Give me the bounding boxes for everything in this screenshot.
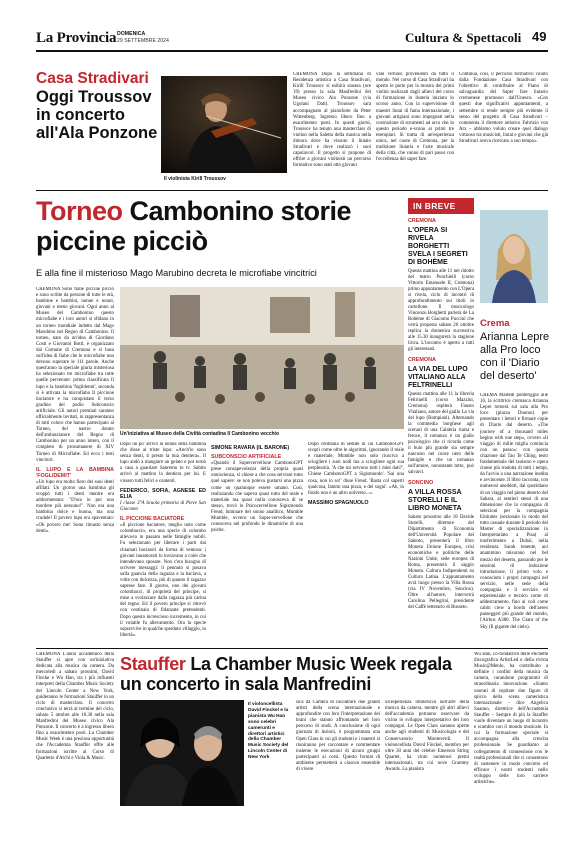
musicians-photo-caption: Il violoncellista David Finckel e la pianista Wu Han sono celebri camerunti e direttori artistici della Chamber Music Society del Lincoln Center di New York	[248, 702, 289, 761]
story1-continuation: Dopo un po' arrivò la nonna della bambina che disse al triste lupo: «Anch'io sono senza denti, ti presto la mia dentiera». Il lupo andò a mangiare un gelato e poi tornò a casa a guardare Sanremo in tv. Subito arrivò al mattino la dentiera per lui. E vissero tutti felici e contenti.	[120, 442, 206, 484]
story1-title: IL LUPO E LA BAMBINA 'FOGLIDEMIT'	[36, 466, 114, 479]
museum-photo-caption: Un'iniziativa al Museo della Civiltà contadina Il Cambonino vecchio	[120, 431, 279, 437]
torneo-headline-title: Cambonino storie piccine picciò	[36, 196, 352, 256]
torneo-col2	[120, 442, 206, 637]
page-number: 49	[532, 29, 547, 44]
brief-1-title: L'OPERA SI RIVELA BORGHETTI SVELA I SEGRETI DI BOHÈME	[408, 227, 468, 266]
brief-1-place: CREMONA	[408, 218, 436, 224]
story1-text: «Un lupo era molto fiero dei suoi denti affilati. Un giorno una bambina gli scoppò tutti i denti mentre era addormentato: "D'ora in poi non mordere più nessuno!". Non era una bambina dolce e buona, ma una crudele! Il povero lupo era spaventato: «Oh povero me! Sono rimasto senza denti».	[36, 479, 114, 534]
stauffer-rule	[36, 648, 548, 649]
section-title: Cultura & Spettacoli	[405, 30, 522, 45]
story3-text-a: «Quando il Supercervellone CambonoGPT prese consapevolezza della propria quasi onniscienza, si chiese a che cosa servisse tutto quel sapere: se non poteva gustarsi una pizza come un qualunque essere umano. Così, realizzando che sapeva quasi tutto del reale e materiale ma quasi nulla conosceva di se stesso, trovò lo Psicocervellone Sigismondo Freud, luminare del sonno analitico, Mumble Mumble, ovvero un Super-cervellone che conosceva nel profondo le dinamiche di una psiche.	[211, 461, 303, 534]
story1-author: FEDERICO, SOFIA, AGNESE ED ELIA	[120, 487, 206, 500]
lepre-text: CREMA Martedì pomeriggio alle 16, la scrittrice cremasca Arianna Lepre tornerà sui sala alla Pro loco (piazza Duomo) per presentare i lettori e firmare copie di Diario dal deserto. «The journey of a thousand miles begins with one step», ovvero «Il viaggio di mille miglia comincia con un passo»: con questa citazione dal Tao Te Ching, testo fondamentale del taoismo e opera cinese più tradotta di tutti i tempi, da l'avvio a una narrazione inedita e avvincente. Il libro racconta, con numerosi aneddoti, dal quotidiano di un viaggio nel pieno deserto del Sahara, ai sentieri stessi di una dimensione che la compagnia di selezioni per la compagnia Emirates (sezionale in modo del tutto casuale durante il periodo del Master di specializzazione in Interpretariato a Pisa) al trasferimento a Dubai, nella residenza Sarah tenente, ani anammino misurano nel bel mezzo del deserto, passando per le sessioni di induzione introduzione, il primo volo e conosciuto i propri compagni nel servizio, nelle sede della compagnia e il servizio ed esperienziale e tecnico come di addestramento, fino ai voli come cabin crew a bordo dell'aereo passeggeri più grande del mondo, l'Airbus A380. The Giant of the Sky (Il gigante del cielo).	[480, 393, 548, 630]
story1-author-note: I classe 3°A Scuola primaria di Pieve San Giacomo	[120, 500, 206, 512]
masthead	[36, 28, 548, 48]
torneo-deck: E alla fine il misterioso Mago Marubino decreta le microfiabe vincitrici	[36, 268, 317, 278]
stradivari-headline: Oggi Troussov in concerto all'Ala Ponzone	[36, 88, 158, 142]
brief-3-place: SONCINO	[408, 480, 434, 486]
musicians-photo	[120, 700, 244, 806]
story2-text: «Il piccione baciatore, meglio noto come colombaccio, era una specie di colombo alleva-to in passato nelle famiglie nobili. Fu selezionato per liberare i parti dai chiamati baciatori da forma di ventosa: i giovani innamorati lo inviavano a colei che intendevano sposare. Non c'era bisogno di scrivere messaggi: il pennuto si posava sulla guancia della ragazza e la baciava, a volte con dolcezza, più di quanto il ragazzo sapesse fare. Il giorno, uno dei giovani colombacci, di proprietà del principe, si mise a svolazzare dalla ragazza più carina del regno. Ed il povero principe si ritrovò con centinaia di fidanzate pretendenti. Dopo questo increscioso incremento, in cui il volatile fu allevamento. Ora la specie sopravvive in qualche sperduto villaggio, in libertà».	[120, 523, 206, 637]
issue-date: 29 SETTEMBRE 2024	[117, 38, 169, 44]
brief-3-title: A VILLA ROSSA STORELLI E IL LIBRO MONETA	[408, 489, 462, 512]
torneo-headline	[36, 196, 404, 256]
torneo-col4	[308, 442, 404, 637]
briefs-header: IN BREVE	[408, 198, 474, 214]
author-portrait	[480, 210, 548, 303]
stauffer-col2: sica da Camera di incontrare due grandi artisti della scena internazionale e approfondire con loro l'interpretazione dei brani che stanno affrontando nel loro percorso di studi. A conclusione di ogni giornata di lezioni, è programmata una Open Class in cui gli studenti e i maestri si riuniranno per raccontare e commentare insieme le esecuzioni di alcuni gruppi partecipanti ai corsi. Questo format di ambiente permetterà a ciascun ensemble di vivere	[296, 700, 380, 773]
musicians-image	[120, 700, 244, 806]
stradivari-col3: Continua, così, il percorso formativo voluto dalla Fondazione Casa Stradivari con l'obiettivo di contribuire al Piano di salvaguardia del Saper fare liutario cremonese promosso dall'Unesco. «Con questi due significativi appuntamenti, a settembre si rende sempre più evidente il senso del progetto di Casa Stradivari – commenta il direttore artistico Fabrizio von Arx – abbiamo voluto creare quel dialogo virtuoso tra musicisti, liutai e giovani che già Stradivari aveva ricercato a suo tempo».	[459, 72, 548, 145]
museum-photo	[120, 287, 404, 429]
violinist-photo-caption: Il violinista Kirill Troussov	[164, 176, 226, 182]
story2-author: SIMONE RAVARA (IL BARONE)	[211, 445, 290, 451]
brief-item-1	[408, 218, 474, 353]
stradivari-kicker: Casa Stradivari	[36, 70, 149, 87]
stauffer-col1: CREMONA L'anno accademico della Stauffer si apre con un'iniziativa dedicata alla musica da camera. Da mercoledì a sabato prossimi, David Fincke e Wu Han, tra i più influenti interpreti della Chamber Music Society del Lincoln Center a New York, guideranno le formazioni Stauffer in un ciclo di masterclass. Il concerto conclusivo si terrà al termine del ciclo, sabato 5 ottobre alle 18.30 nella sala Manfredini del Museo civico Ala Ponzone. Il concerto è a ingresso libero fino a esaurimento posti. La Chamber Music Week è una preziosa opportunità che l'Accademia Stauffer offre alle formazioni iscritte al Corso di Quartetto d'Archi e Viola & Music.	[36, 652, 114, 761]
torneo-col1	[36, 287, 114, 637]
violinist-image	[161, 76, 287, 173]
torneo-col3	[211, 442, 303, 637]
brief-2-text: Questa mattina alle 11 la libreria Feltrinelli (corso Mazzini, Cremona) ospiterà Fausto Vitaliano, autore del giallo La via del lupo (Bompiani). Alternando la commedia borghese agli scenari di una Calabria riarsa e feroce, il romanzo è un giallo psicologico che ci ricorda come il buio più grande sia sempre nascosto nel cuore nero delle famiglie e che un romanzo sull'amore, nonostante tutto, può salvarci.	[408, 392, 474, 475]
briefs-box	[408, 198, 474, 642]
museum-image	[120, 287, 404, 429]
story2-title: IL PICCIONE BACIATORE	[120, 516, 185, 523]
stradivari-col2: vani virtuosi provenienti da tutto il mondo. Nel corso di Casa Stradivari ha aperto le porte per la mostra dei primi violini realizzati dagli allievi del corso di formazione in liuteria iniziato lo scorso anno. Con la supervisione di maestri liutai di fama internazionale, i giovani artigiani sono impegnati nella costruzione di strumenti ad arco che in questo periodo e-scono ai primi tre esemplari. Si tratta di un'esperienza unica, nel cuore di Cremona, per la tradizione liutaria e l'arte musicale della città, che vanno di pari passo con l'eccellenza del saper fare.	[376, 72, 454, 163]
story3-author: MASSIMO SPAGNUOLO	[308, 499, 369, 506]
stradivari-rule	[36, 190, 548, 191]
brief-3-text: Sabato prossimo alle 18 Davide Storelli, direttore del Dipartimento di Economia dell'Università Popolare del Salento, presenterà il libro Moneta Unione Europea, crisi economiche e politiche delle Nazioni Unite, sede europea di Roma, presenterà il saggio Moneta. Cultura Indipendenti su Cultura Latina. L'appuntamento avrà luogo presso la Villa Rossa (via IV Novembre, Soncino). Oltre all'autore, interverrà Carolina Pellegrini, presidente del Caffè letterario di Busseto.	[408, 515, 474, 610]
stradivari-col1: CREMONA Dopo la settimana di Residenza artistica a Casa Stradivari, Kirill Troussov si esibirà stasera (ore 19) presso la sala Manfredini del Museo civico Ala Ponzone (via Ugolani Dati). Troussov sarà accompagnato al pianoforte da Peter Wittenberg. Ingresso libero fino a esaurimento posti. In questi giorni, Troussov ha tenuto una masterclass di violino nella Saletta della musica nella dimora dove ha vissuto il liutaio Stradivari e dove realizzò i suoi capolavori. Il progetto si propone di offrire a giovani violinisti un percorso formativo sono stati otto giovani	[293, 72, 371, 169]
brief-item-2	[408, 357, 474, 476]
masthead-rule	[36, 50, 548, 52]
stauffer-col4: Wu Han, co-fondatrice delle etichette discografica ArtistLed e della rivista Music@Menlo, ha contribuito a definire i confini della musica da camera, curandone programmi di straordinaria innovazione. «Siamo onorati di ospitare due figure di spicco della scena cameristica internazionale – dice Angelica Suanno, direttrice dell'Accademia Stauffer – Sempre di più la Stauffer vuole diventare un luogo di incontro e scambio con il mondo musicale. In cui la formazione speciale si accompagna alla crescita professionale. Se guardiamo al collegamento di connessione con le realtà professionali che ci consentono di sostenere in modo concreto ed efficace i nostri studenti nello sviluppo delle loro carriere artistiche».	[474, 652, 548, 785]
brief-2-title: LA VIA DEL LUPO VITALIANO ALLA FELTRINELLI	[408, 366, 468, 389]
stauffer-headline-title: La Chamber Music Week regala un concerto in sala Manfredini	[120, 654, 452, 694]
brief-1-text: Questa mattina alle 11 nel ridotto del teatro Ponchielli (corso Vittorio Emanuele II, Cremona) primo appuntamento con L'Opera si rivela, ciclo di incontri di approfondimento sui titoli in cartellone. Il musicologo Vincenzo Borghetti parlerà de La Bohème di Giacomo Puccini che verrà proposta sabato 26 ottobre replica la domenica successiva alle 15.30 inaugurerà la stagione lirica. L'incontro è aperto a tutti gli interessati.	[408, 269, 474, 352]
story3-title: SUBCONSCIO ARTIFICIALE	[211, 454, 282, 461]
lepre-headline: Arianna Lepre alla Pro loco con il 'Diario del deserto'	[480, 331, 550, 382]
violinist-photo	[161, 76, 287, 173]
torneo-intro: CREMONA Sono fiabe piccine picciò e sono scritte da persone di tutte le età, bambine e bambini, nonne e nonni, giovani e meno giovani. Ogni anno al Museo del Cambonino questo microfiabe e i loro autori si sfidano in un torneo mondiale indetto dal Mago Marubino nel Regno di Cambonino. Il torneo, nato da un'idea di Giordano Costi e Giovanni Botti, è organizzato dal Comune di Cremona e si basa sull'idea di fiabe che le microfiabe non devono superare le 111 parole. Anche quest'anno la speciale giuria misteriosa ha selezionato tre microfiabe tra tutte quelle pervenute: prima classificata Il lupo e la bambina 'foglidemit', seconda si è attivata la microfiaba Il piccione baciatore e ha conquistato il terzo gradino del podio Subconscio artificiale. Gli autori premiati saranno ufficialmente invitati, in rappresentanza di tutti coloro che hanno partecipato al Torneo, del nastro dorato dell'ambasciatore del Regno di Cambonino per un anno intero, con il completo di prosumanere di XIV Torneo di Microfiabe. Ed ecco i testi vincitori.	[36, 287, 114, 463]
brief-item-3	[408, 480, 474, 611]
author-portrait-image	[480, 210, 548, 303]
torneo-headline-kicker: Torneo	[36, 196, 123, 226]
stauffer-headline-kicker: Stauffer	[120, 654, 186, 674]
newspaper-logo: La Provincia	[36, 30, 117, 46]
stauffer-col3: un'esperienza immersiva nell'arte della musica da camera, mentre gli altri allievi dell'accademia potranno osservare da vicino lo sviluppo interpretativo dei loro compagni. Le Open Class saranno aperte anche agli studenti di Musicologia e del Conservatorio Monteverdi. Il violoncellista David Finckel, membro per oltre 30 anni del celebre Emerson String Quartet, ha vinto numerosi premi internazionali, tra cui nove Grammy Awards. La pianista	[385, 700, 469, 773]
lepre-kicker: Crema	[480, 318, 510, 329]
story3-text-b: Dopo centinaia di sedute in cui CambonoGPT scoprì come oltre le algoritmi, ignorando il reale e materiale, Mumble non solo riusciva a sciogliere i suoi nodi ma a sciogliere ogni sua perplessità. 'A che mi servono tutti i miei dati?', Chiese CambonoGPT a Sigismondo'. 'Sai una cosa, non lo so!' disse Freud. 'Basta col saperti qualcosa, fammi una pizza, e dei sogni'. «Ah, in fondo non è un altro universo...».	[308, 442, 404, 496]
stauffer-headline	[120, 654, 470, 694]
brief-2-place: CREMONA	[408, 357, 436, 363]
issue-day: DOMENICA	[117, 31, 146, 37]
